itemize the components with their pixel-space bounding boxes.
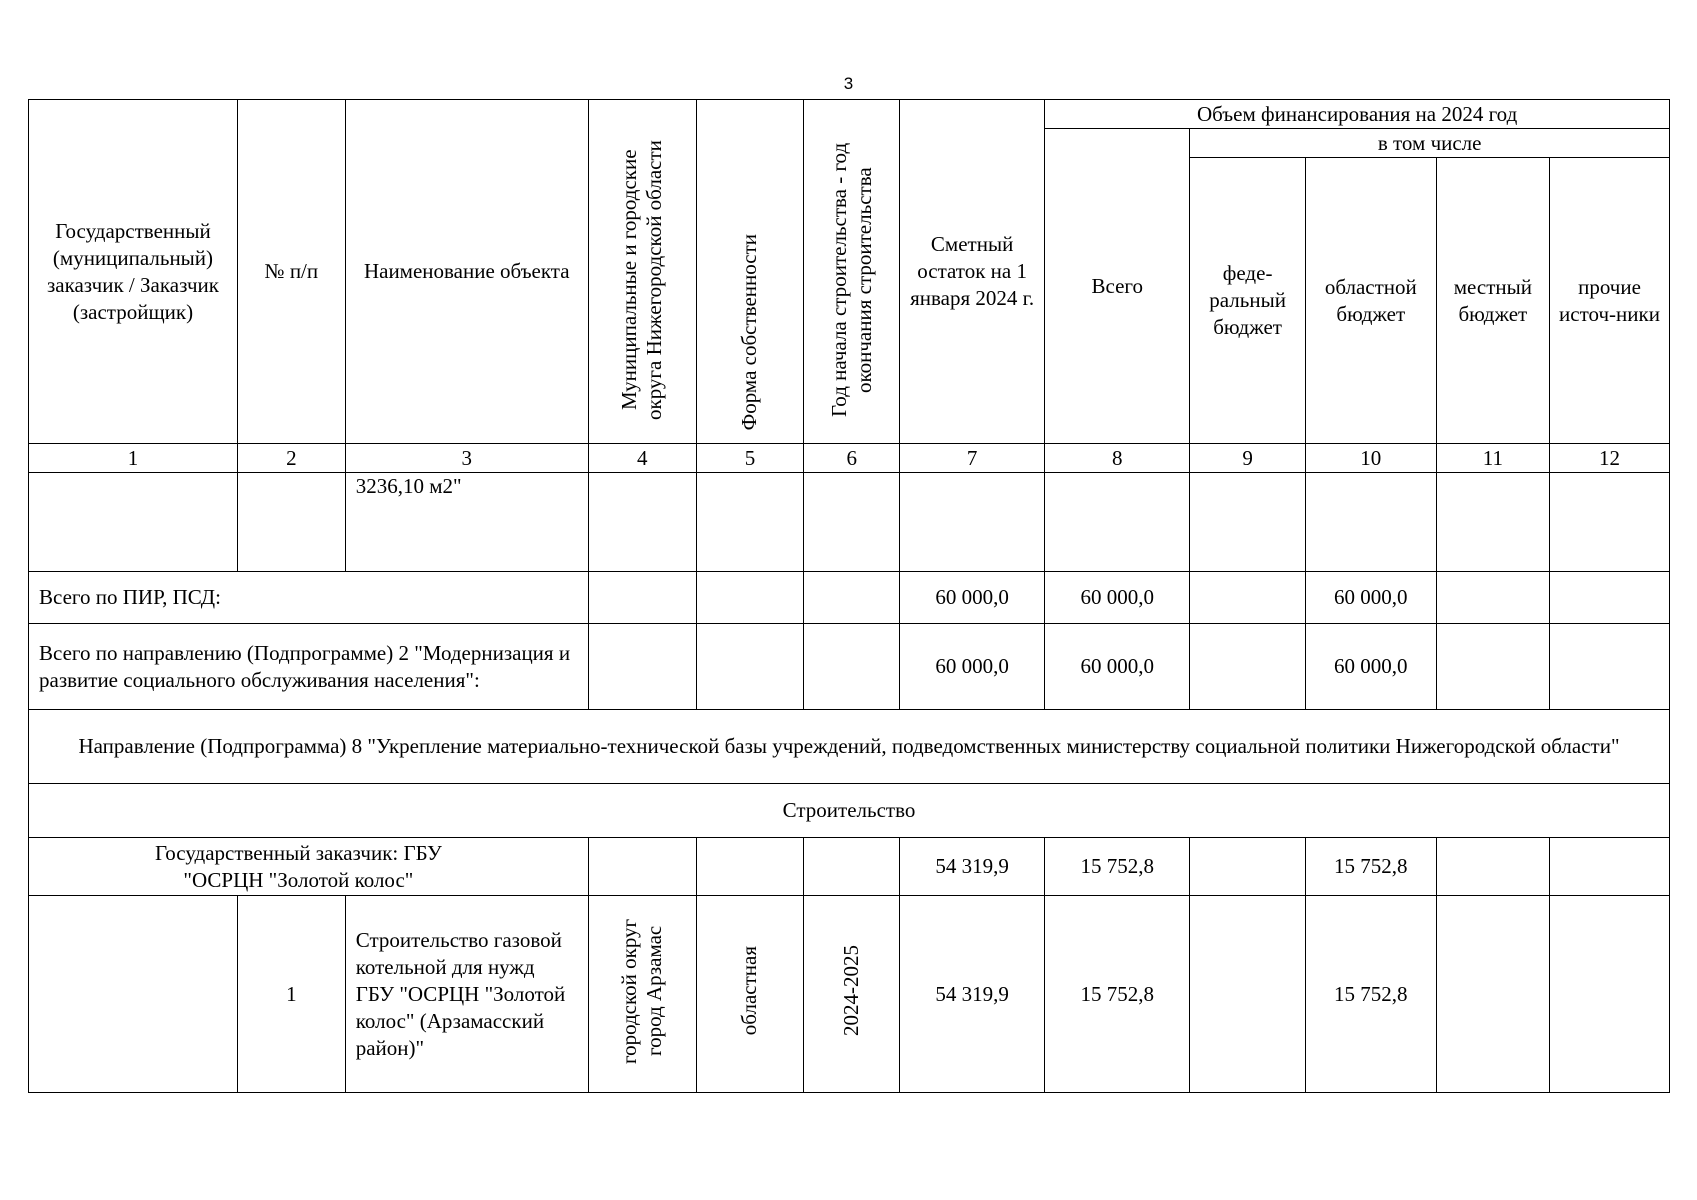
- cell-empty: [1436, 896, 1549, 1093]
- item-years: 2024-2025: [804, 896, 900, 1093]
- column-number-row: [29, 444, 1670, 473]
- cell-empty: [696, 838, 804, 896]
- direction-title: Направление (Подпрограмма) 8 "Укрепление материально-технической базы учреждений, подведомственных министерству социальной политики Нижегородской области": [29, 710, 1670, 784]
- column-number: 4: [588, 444, 696, 473]
- customer-regional: 15 752,8: [1305, 838, 1436, 896]
- item-name: Строительство газовой котельной для нужд ГБУ "ОСРЦН "Золотой колос" (Арзамасский район)": [345, 896, 588, 1093]
- cell-empty: [1550, 896, 1670, 1093]
- cell-empty: [1436, 624, 1549, 710]
- header-number: № п/п: [237, 100, 345, 444]
- section-title: Строительство: [29, 784, 1670, 838]
- cell-empty: [1550, 572, 1670, 624]
- cell-empty: [696, 473, 804, 572]
- column-number: 9: [1190, 444, 1305, 473]
- cell-empty: [1190, 896, 1305, 1093]
- column-number: 7: [900, 444, 1045, 473]
- column-number: 6: [804, 444, 900, 473]
- cell-empty: [1550, 624, 1670, 710]
- cell-empty: [804, 473, 900, 572]
- header-customer: Государственный (муниципальный) заказчик / Заказчик (застройщик): [29, 100, 238, 444]
- cell-empty: [237, 473, 345, 572]
- cell-empty: [1436, 572, 1549, 624]
- total-pir-row: [29, 572, 1670, 624]
- item-regional: 15 752,8: [1305, 896, 1436, 1093]
- cell-empty: [588, 624, 696, 710]
- header-regional: областной бюджет: [1305, 158, 1436, 444]
- direction-title-row: [29, 710, 1670, 784]
- column-number: 10: [1305, 444, 1436, 473]
- total-pir-total: 60 000,0: [1045, 572, 1190, 624]
- total-direction-total: 60 000,0: [1045, 624, 1190, 710]
- cell-empty: [804, 838, 900, 896]
- customer-total: 15 752,8: [1045, 838, 1190, 896]
- item-total: 15 752,8: [1045, 896, 1190, 1093]
- table-row: [29, 896, 1670, 1093]
- cell-empty: [696, 572, 804, 624]
- item-estimate: 54 319,9: [900, 896, 1045, 1093]
- item-municipality: городской округ город Арзамас: [588, 896, 696, 1093]
- customer-row: [29, 838, 1670, 896]
- investment-table: [28, 99, 1670, 1093]
- item-ownership: областная: [696, 896, 804, 1093]
- column-number: 5: [696, 444, 804, 473]
- header-municipality: Муниципальные и городские округа Нижегородской области: [588, 100, 696, 444]
- header-object-name: Наименование объекта: [345, 100, 588, 444]
- column-number: 2: [237, 444, 345, 473]
- cell-empty: [1190, 624, 1305, 710]
- header-federal: феде-ральный бюджет: [1190, 158, 1305, 444]
- cell-empty: [804, 572, 900, 624]
- cell-empty: [29, 896, 238, 1093]
- column-number: 1: [29, 444, 238, 473]
- header-other: прочие источ-ники: [1550, 158, 1670, 444]
- cell-empty: [1550, 838, 1670, 896]
- total-pir-label: Всего по ПИР, ПСД:: [29, 572, 589, 624]
- total-direction-label: Всего по направлению (Подпрограмме) 2 "Модернизация и развитие социального обслуживания населения":: [29, 624, 589, 710]
- cell-empty: [1045, 473, 1190, 572]
- cell-empty: [900, 473, 1045, 572]
- page-number: 3: [843, 74, 854, 93]
- continuation-row: [29, 473, 1670, 572]
- cell-empty: [1436, 838, 1549, 896]
- header-including: в том числе: [1190, 129, 1670, 158]
- section-title-row: [29, 784, 1670, 838]
- header-local: местный бюджет: [1436, 158, 1549, 444]
- object-name-continuation: 3236,10 м2": [345, 473, 588, 572]
- total-pir-regional: 60 000,0: [1305, 572, 1436, 624]
- cell-empty: [804, 624, 900, 710]
- cell-empty: [588, 572, 696, 624]
- cell-empty: [1550, 473, 1670, 572]
- column-number: 11: [1436, 444, 1549, 473]
- cell-empty: [588, 838, 696, 896]
- column-number: 3: [345, 444, 588, 473]
- header-funding-title: Объем финансирования на 2024 год: [1045, 100, 1670, 129]
- cell-empty: [696, 624, 804, 710]
- item-number: 1: [237, 896, 345, 1093]
- header-total: Всего: [1045, 129, 1190, 444]
- total-direction-row: [29, 624, 1670, 710]
- header-estimate: Сметный остаток на 1 января 2024 г.: [900, 100, 1045, 444]
- header-row-1: [29, 100, 1670, 129]
- cell-empty: [1190, 572, 1305, 624]
- cell-empty: [1190, 473, 1305, 572]
- customer-label: Государственный заказчик: ГБУ "ОСРЦН "Золотой колос": [29, 838, 589, 896]
- customer-estimate: 54 319,9: [900, 838, 1045, 896]
- header-years: Год начала строительства - год окончания строительства: [804, 100, 900, 444]
- cell-empty: [1190, 838, 1305, 896]
- header-ownership: Форма собственности: [696, 100, 804, 444]
- total-pir-estimate: 60 000,0: [900, 572, 1045, 624]
- cell-empty: [588, 473, 696, 572]
- total-direction-regional: 60 000,0: [1305, 624, 1436, 710]
- cell-empty: [1305, 473, 1436, 572]
- cell-empty: [29, 473, 238, 572]
- column-number: 8: [1045, 444, 1190, 473]
- column-number: 12: [1550, 444, 1670, 473]
- total-direction-estimate: 60 000,0: [900, 624, 1045, 710]
- cell-empty: [1436, 473, 1549, 572]
